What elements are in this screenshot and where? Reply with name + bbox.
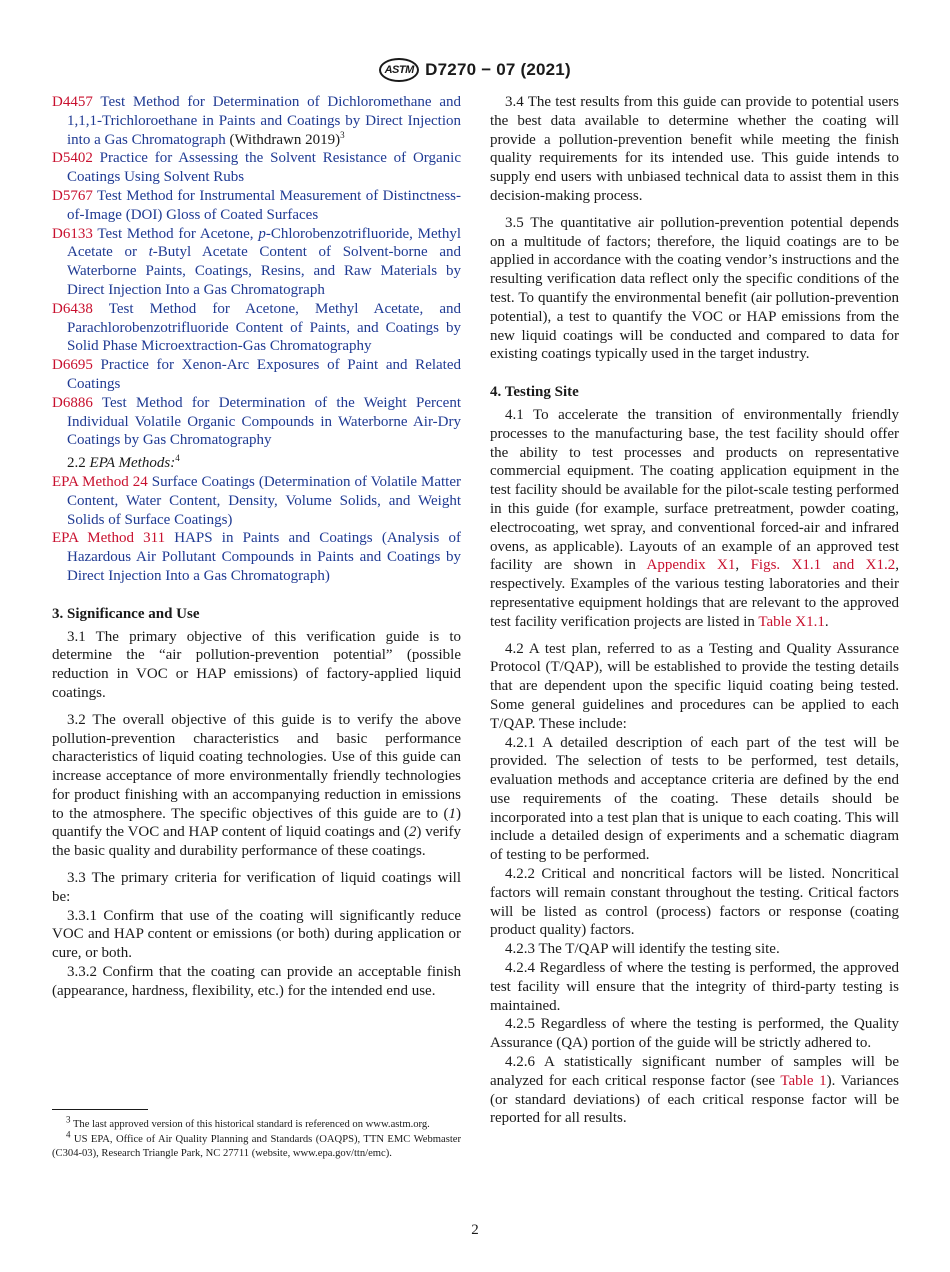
page-header [0, 58, 950, 82]
reference-d6886: D6886 Test Method for Determination of the Weight Percent Individual Volatile Organic Compounds in Waterborne Air-Dry Coatings by Gas Chromatography [52, 394, 461, 449]
document-id: D7270 − 07 (2021) [425, 60, 571, 79]
para-4-1: 4.1 To accelerate the transition of environmentally friendly processes to the manufacturing base, the test facility should offer the ability to test processes and products on representative commercial equipment. The coating application equipment in the test facility should be available for the pilot-scale testing performed in this guide (for example, surface pretreatment, powder coating, electrocoating, wet spray, and conventional forced-air and infrared ovens, as applicable). Layouts of an example of an approved test facility are shown in Appendix X1, Figs. X1.1 and X1.2, respectively. Examples of the various testing laboratories and their representative equipment holdings that are relevant to the approved test facility verification projects are listed in Table X1.1. [490, 406, 900, 630]
para-4-2: 4.2 A test plan, referred to as a Testing and Quality Assurance Protocol (T/QAP), will be established to provide the testing details that are dependent upon the specific liquid coating being tested. Some general guidelines and procedures can be applied to each T/QAP. These include: [490, 640, 899, 732]
footnotes [52, 1114, 461, 1162]
para-3-5: 3.5 The quantitative air pollution-prevention potential depends on a multitude of factors; therefore, the liquid coatings are to be applied in accordance with the coating vendor’s instructions and the resulting verification data reflect only the specific conditions of the test. To quantify the environmental benefit (air pollution-prevention potential), a test to quantify the VOC or HAP emissions from the new liquid coatings will be conducted and compared to data for existing coatings typically used in the target industry. [490, 214, 899, 363]
footnote-4: $^4$ US EPA, Office of Air Quality Planning and Standards (OAQPS), TTN EMC Webmaster (C304-03), Research Triangle Park, NC 27711 (website, www.epa.gov/ttn/emc). [52, 1129, 461, 1160]
page-number: 2 [471, 1222, 479, 1238]
para-4-2-1: 4.2.1 A detailed description of each part of the test will be provided. The selection of tests to be performed, test details, evaluation methods and acceptance criteria are defined by the end use requirements of the coating. These details should be incorporated into a test plan that is unique to each coating. This will include a detailed design of experiments and a schematic diagram of testing to be performed. [490, 734, 899, 864]
reference-d5767: D5767 Test Method for Instrumental Measurement of Distinctness-of-Image (DOI) Gloss of Coated Surfaces [52, 187, 462, 223]
reference-epa-24: EPA Method 24 Surface Coatings (Determination of Volatile Matter Content, Water Content, Density, Volume Solids, and Weight Solids of Surface Coatings) [52, 473, 462, 528]
reference-d6133: D6133 Test Method for Acetone, p-Chlorobenzotrifluoride, Methyl Acetate or t-Butyl Acetate Content of Solvent-borne and Waterborne Paints, Coatings, Resins, and Raw Materials by Direct Injection Into a Gas Chromatograph [52, 225, 462, 298]
para-3-1: 3.1 The primary objective of this verification guide is to determine the “air pollution-prevention potential” (possible reduction in VOC or HAP emissions) of factory-applied liquid coatings. [52, 628, 461, 701]
footnote-divider [52, 1109, 148, 1110]
figures-link[interactable]: Figs. X1.1 and X1.2 [750, 557, 896, 574]
reference-d4457: D4457 Test Method for Determination of Dichloromethane and 1,1,1-Trichloroethane in Paints and Coatings by Direct Injection into a Gas Chromatograph (Withdrawn 2019)$^3$ [52, 94, 461, 148]
reference-epa-311: EPA Method 311 HAPS in Paints and Coatings (Analysis of Hazardous Air Pollutant Compounds in Paints and Coatings by Direct Injection Into a Gas Chromatograph) [52, 530, 461, 584]
reference-d6438: D6438 Test Method for Acetone, Methyl Acetate, and Parachlorobenzotrifluoride Content of Paints, and Coatings by Solid Phase Microextraction-Gas Chromatography [52, 300, 461, 355]
astm-logo-icon: ASTM [379, 58, 419, 82]
footnote-3: $^3$ The last approved version of this historical standard is referenced on www.astm.org. [66, 1114, 430, 1130]
epa-methods-heading: 2.2 EPA Methods:$^4$ [67, 453, 180, 472]
para-4-2-2: 4.2.2 Critical and noncritical factors will be listed. Noncritical factors will remain constant throughout the testing. Critical factors will be listed as control (process) factors or response (coating product quality) factors. [490, 866, 899, 939]
para-4-2-5: 4.2.5 Regardless of where the testing is performed, the Quality Assurance (QA) portion of the guide will be strictly adhered to. [490, 1016, 899, 1052]
table-x1-1-link[interactable]: Table X1.1 [758, 613, 825, 630]
para-3-3-1: 3.3.1 Confirm that use of the coating will significantly reduce VOC and HAP content or emissions (or both) during application or cure, or both. [52, 907, 461, 962]
left-column [52, 93, 461, 1001]
right-column [490, 93, 899, 1128]
para-4-2-3: 4.2.3 The T/QAP will identify the testing site. [505, 941, 780, 958]
section-4-heading: 4. Testing Site [490, 384, 579, 401]
appendix-link[interactable]: Appendix X1 [646, 557, 736, 574]
reference-code[interactable]: D4457 [52, 94, 93, 110]
reference-d5402: D5402 Practice for Assessing the Solvent Resistance of Organic Coatings Using Solvent Rubs [52, 150, 461, 186]
para-4-2-4: 4.2.4 Regardless of where the testing is performed, the approved test facility will ensure that the integrity of third-party testing is maintained. [490, 960, 899, 1014]
section-3-heading: 3. Significance and Use [52, 605, 200, 622]
para-4-2-6: 4.2.6 A statistically significant number of samples will be analyzed for each critical response factor (see Table 1). Variances (or standard deviations) of each critical response factor will be reported for all results. [490, 1054, 899, 1127]
table-1-link[interactable]: Table 1 [780, 1072, 827, 1089]
para-3-4: 3.4 The test results from this guide can provide to potential users the best data available to determine whether the coating will provide a pollution-prevention benefit while meeting the finish quality requirements for its intended use. This guide intends to supply end users with unbiased technical data to assist them in this decision-making process. [490, 94, 899, 204]
para-3-2: 3.2 The overall objective of this guide is to verify the above pollution-prevention characteristics and basic performance characteristics of liquid coating technologies. Use of this guide can increase acceptance of more environmentally friendly technologies for product finishing with an accompanying reduction in emissions to the atmosphere. The specific objectives of this guide are to (1) quantify the VOC and HAP content of liquid coatings and (2) verify the basic quality and durability performance of these coatings. [52, 711, 462, 860]
reference-d6695: D6695 Practice for Xenon-Arc Exposures of Paint and Related Coatings [52, 357, 461, 392]
para-3-3-2: 3.3.2 Confirm that the coating can provide an acceptable finish (appearance, hardness, flexibility, etc.) for the intended end use. [52, 964, 461, 999]
para-3-3: 3.3 The primary criteria for verification of liquid coatings will be: [52, 870, 461, 905]
